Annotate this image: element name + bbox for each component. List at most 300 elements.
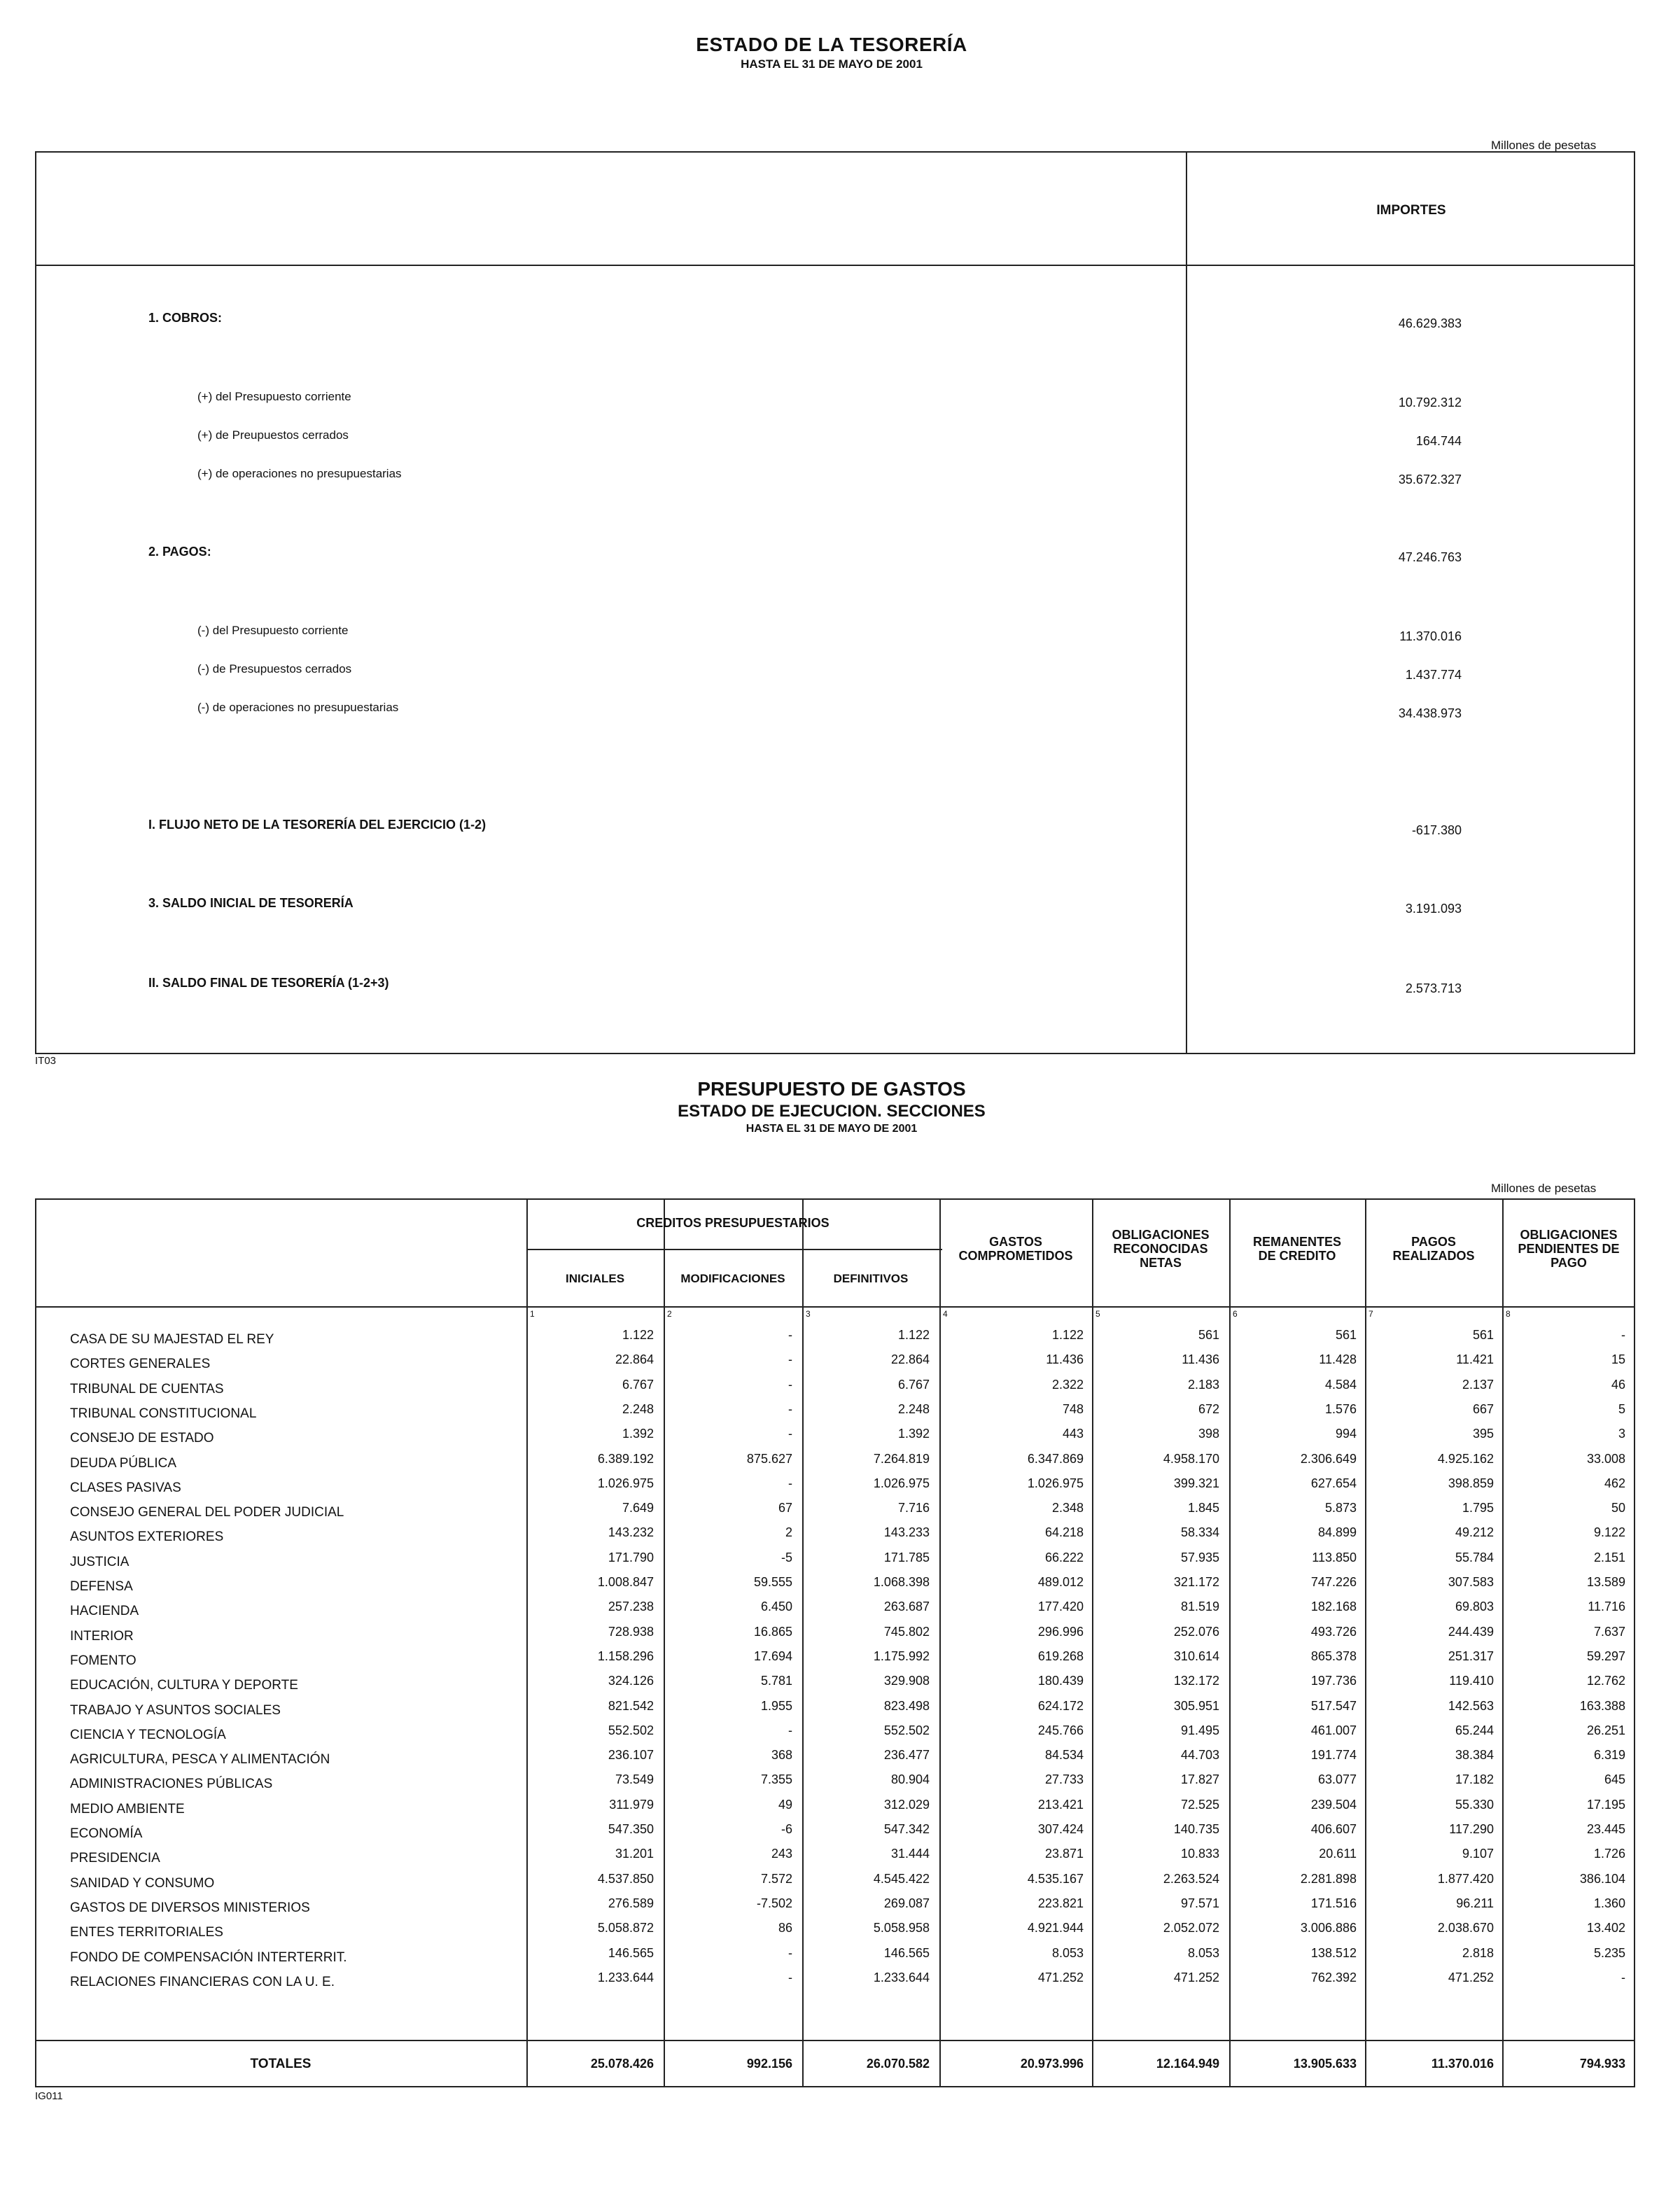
header-rem-l2: DE CREDITO (1258, 1249, 1336, 1263)
budget-subtitle: ESTADO DE EJECUCION. SECCIONES (678, 1102, 986, 1121)
budget-cell: 143.232 (608, 1525, 654, 1540)
treasury-unit: Millones de pesetas (1491, 139, 1597, 152)
budget-cell: 81.519 (1180, 1600, 1219, 1614)
budget-row-label: AGRICULTURA, PESCA Y ALIMENTACIÓN (70, 1752, 330, 1768)
budget-cell: 2.322 (1051, 1377, 1084, 1392)
budget-cell: 2.818 (1462, 1945, 1494, 1960)
budget-cell: 86 (778, 1921, 792, 1935)
budget-cell: 11.428 (1319, 1352, 1357, 1367)
budget-cell: 46 (1611, 1377, 1625, 1392)
budget-cell: 2.263.524 (1163, 1871, 1219, 1886)
budget-cell: 7.716 (897, 1501, 930, 1516)
budget-cell: 1.233.644 (597, 1970, 654, 1984)
treasury-subtitle: HASTA EL 31 DE MAYO DE 2001 (741, 57, 923, 71)
budget-cell: - (788, 1427, 792, 1441)
budget-cell: 171.790 (608, 1550, 654, 1564)
treasury-table (35, 151, 1635, 1054)
budget-cell: - (1621, 1970, 1625, 1984)
treasury-title: ESTADO DE LA TESORERÍA (696, 34, 967, 55)
budget-cell: 16.865 (753, 1624, 792, 1639)
treasury-row-value: 35.672.327 (1398, 472, 1462, 486)
budget-cell: 1.576 (1324, 1401, 1357, 1416)
budget-cell: 875.627 (746, 1451, 792, 1466)
column-number: 1 (530, 1309, 535, 1319)
budget-cell: 6.347.869 (1027, 1451, 1084, 1466)
header-oblig-l1: OBLIGACIONES (1112, 1228, 1210, 1242)
treasury-row-value: 164.744 (1415, 434, 1462, 448)
budget-cell: 471.252 (1173, 1970, 1219, 1984)
budget-cell: 13.589 (1586, 1575, 1625, 1589)
budget-cell: 471.252 (1037, 1970, 1084, 1984)
budget-cell: 67 (778, 1501, 792, 1516)
budget-row-label: ENTES TERRITORIALES (70, 1925, 223, 1940)
header-remanentes (1229, 1235, 1365, 1263)
budget-cell: 11.436 (1182, 1352, 1219, 1367)
budget-row-label: ASUNTOS EXTERIORES (70, 1530, 224, 1545)
budget-cell: 223.821 (1037, 1896, 1084, 1910)
treasury-row-label: (+) de operaciones no presupuestarias (197, 467, 402, 480)
header-pagos (1365, 1235, 1502, 1263)
budget-row-label: CONSEJO DE ESTADO (70, 1431, 214, 1446)
budget-cell: 38.384 (1455, 1748, 1494, 1763)
header-pendientes (1502, 1228, 1635, 1270)
budget-cell: 619.268 (1037, 1648, 1084, 1663)
budget-cell: - (788, 1476, 792, 1490)
budget-row-label: JUSTICIA (70, 1554, 130, 1569)
header-pagos-l2: REALIZADOS (1392, 1249, 1475, 1263)
budget-date: HASTA EL 31 DE MAYO DE 2001 (746, 1123, 918, 1135)
budget-cell: 57.935 (1180, 1550, 1219, 1564)
budget-cell: 552.502 (883, 1723, 930, 1737)
treasury-row-value: 46.629.383 (1398, 316, 1462, 330)
budget-cell: 8.053 (1187, 1945, 1219, 1960)
budget-row-label: CONSEJO GENERAL DEL PODER JUDICIAL (70, 1505, 344, 1520)
budget-cell: 22.864 (890, 1352, 930, 1367)
budget-cell: 13.402 (1586, 1921, 1625, 1935)
budget-cell: 489.012 (1037, 1575, 1084, 1589)
budget-cell: 17.195 (1586, 1797, 1625, 1812)
budget-cell: 821.542 (608, 1698, 654, 1713)
budget-cell: 310.614 (1173, 1648, 1219, 1663)
budget-cell: 645 (1604, 1772, 1625, 1787)
budget-cell: 119.410 (1449, 1674, 1494, 1688)
budget-cell: 406.607 (1310, 1822, 1357, 1836)
header-oblig-l3: NETAS (1140, 1256, 1182, 1270)
budget-cell: 55.330 (1455, 1797, 1494, 1812)
budget-cell: 251.317 (1448, 1648, 1494, 1663)
budget-cell: 4.537.850 (597, 1871, 654, 1886)
budget-cell: -6 (780, 1822, 792, 1836)
budget-cell: 197.736 (1310, 1674, 1357, 1688)
budget-row-label: TRABAJO Y ASUNTOS SOCIALES (70, 1702, 281, 1718)
budget-col-divider (939, 1198, 941, 2087)
budget-cell: 1.877.420 (1437, 1871, 1494, 1886)
budget-cell: 72.525 (1180, 1797, 1219, 1812)
budget-cell: 244.439 (1448, 1624, 1494, 1639)
treasury-row-value: 11.370.016 (1399, 629, 1462, 643)
budget-cell: 23.445 (1586, 1822, 1625, 1836)
treasury-col-divider (1186, 151, 1187, 1054)
budget-cell: 69.803 (1455, 1600, 1494, 1614)
budget-header-divider (35, 1306, 1635, 1308)
budget-cell: 4.958.170 (1163, 1451, 1219, 1466)
budget-cell: 823.498 (883, 1698, 930, 1713)
budget-code: IG011 (35, 2090, 63, 2102)
budget-cell: 1.122 (622, 1328, 654, 1342)
header-rem-l1: REMANENTES (1252, 1235, 1341, 1249)
header-creditos: CREDITOS PRESUPUESTARIOS (636, 1216, 830, 1230)
budget-cell: 84.534 (1044, 1748, 1084, 1763)
budget-cell: 305.951 (1173, 1698, 1219, 1713)
budget-cell: 561 (1198, 1328, 1219, 1342)
budget-cell: 59.297 (1586, 1648, 1625, 1663)
treasury-row-value: 2.573.713 (1405, 981, 1462, 995)
budget-cell: 321.172 (1173, 1575, 1219, 1589)
budget-cell: 80.904 (890, 1772, 930, 1787)
budget-cell: 1.122 (897, 1328, 930, 1342)
budget-cell: 6.767 (897, 1377, 930, 1392)
budget-cell: 11.421 (1456, 1352, 1494, 1367)
budget-cell: 368 (771, 1748, 792, 1763)
budget-row-label: DEUDA PÚBLICA (70, 1455, 177, 1471)
budget-cell: 3 (1618, 1427, 1625, 1441)
totals-cell: 794.933 (1579, 2057, 1625, 2071)
budget-cell: 31.444 (890, 1847, 930, 1861)
budget-cell: 245.766 (1037, 1723, 1084, 1737)
budget-cell: 324.126 (608, 1674, 654, 1688)
treasury-row-value: 47.246.763 (1398, 550, 1462, 564)
treasury-row-label: II. SALDO FINAL DE TESORERÍA (1-2+3) (148, 976, 389, 990)
budget-cell: - (788, 1723, 792, 1737)
budget-cell: 1.158.296 (597, 1648, 654, 1663)
budget-cell: 63.077 (1317, 1772, 1357, 1787)
budget-cell: 7.572 (760, 1871, 792, 1886)
budget-cell: 269.087 (883, 1896, 930, 1910)
budget-cell: 11.436 (1046, 1352, 1084, 1367)
header-pend-l2: PENDIENTES DE (1518, 1242, 1620, 1256)
budget-cell: 2.306.649 (1300, 1451, 1357, 1466)
budget-cell: 2.151 (1593, 1550, 1625, 1564)
header-obligaciones (1092, 1228, 1229, 1270)
budget-cell: 84.899 (1317, 1525, 1357, 1540)
totals-cell: 26.070.582 (866, 2057, 930, 2071)
column-number: 7 (1368, 1309, 1373, 1319)
budget-cell: 66.222 (1044, 1550, 1084, 1564)
budget-cell: 1.392 (622, 1427, 654, 1441)
budget-cell: 142.563 (1448, 1698, 1494, 1713)
budget-cell: 5.873 (1324, 1501, 1357, 1516)
budget-cell: 462 (1604, 1476, 1625, 1490)
budget-cell: 96.211 (1456, 1896, 1494, 1910)
budget-cell: - (788, 1328, 792, 1342)
treasury-row-value: 10.792.312 (1398, 396, 1462, 410)
budget-cell: - (788, 1401, 792, 1416)
budget-cell: 2.137 (1462, 1377, 1494, 1392)
budget-cell: 65.244 (1455, 1723, 1494, 1737)
budget-cell: 1.026.975 (597, 1476, 654, 1490)
budget-cell: 311.979 (609, 1797, 654, 1812)
budget-cell: 243 (771, 1847, 792, 1861)
budget-cell: 471.252 (1448, 1970, 1494, 1984)
budget-cell: 49 (778, 1797, 792, 1812)
budget-cell: 171.516 (1310, 1896, 1357, 1910)
treasury-header-divider (35, 265, 1635, 266)
budget-cell: -5 (780, 1550, 792, 1564)
header-oblig-l2: RECONOCIDAS (1113, 1242, 1208, 1256)
budget-cell: 213.421 (1037, 1797, 1084, 1812)
totals-cell: 992.156 (746, 2057, 792, 2071)
budget-cell: 11.716 (1588, 1600, 1625, 1614)
budget-row-label: CORTES GENERALES (70, 1357, 211, 1372)
budget-cell: 236.477 (883, 1748, 930, 1763)
budget-row-label: CIENCIA Y TECNOLOGÍA (70, 1727, 226, 1742)
budget-cell: 31.201 (615, 1847, 654, 1861)
budget-cell: - (788, 1945, 792, 1960)
budget-row-label: MEDIO AMBIENTE (70, 1801, 185, 1816)
budget-cell: 312.029 (883, 1797, 930, 1812)
budget-cell: 263.687 (883, 1600, 930, 1614)
budget-cell: 6.389.192 (597, 1451, 654, 1466)
budget-cell: 4.921.944 (1027, 1921, 1084, 1935)
totals-cell: 13.905.633 (1293, 2057, 1357, 2071)
budget-cell: 15 (1611, 1352, 1625, 1367)
budget-cell: 113.850 (1312, 1550, 1357, 1564)
budget-cell: 627.654 (1310, 1476, 1357, 1490)
header-pagos-l1: PAGOS (1411, 1235, 1456, 1249)
budget-cell: 329.908 (883, 1674, 930, 1688)
budget-cell: 49.212 (1455, 1525, 1494, 1540)
totals-cell: 11.370.016 (1431, 2057, 1494, 2071)
budget-cell: 443 (1062, 1427, 1084, 1441)
budget-cell: 143.233 (883, 1525, 930, 1540)
budget-cell: 73.549 (615, 1772, 654, 1787)
totals-label: TOTALES (250, 2057, 312, 2071)
budget-cell: 296.996 (1037, 1624, 1084, 1639)
budget-cell: 493.726 (1310, 1624, 1357, 1639)
budget-cell: 4.925.162 (1437, 1451, 1494, 1466)
budget-cell: 59.555 (753, 1575, 792, 1589)
budget-cell: 132.172 (1173, 1674, 1219, 1688)
budget-cell: 117.290 (1449, 1822, 1494, 1836)
budget-cell: 2.183 (1187, 1377, 1219, 1392)
column-number: 4 (943, 1309, 948, 1319)
treasury-row-value: -617.380 (1411, 823, 1462, 837)
treasury-row-label: 3. SALDO INICIAL DE TESORERÍA (148, 896, 354, 910)
totals-cell: 12.164.949 (1156, 2057, 1219, 2071)
budget-cell: 91.495 (1180, 1723, 1219, 1737)
column-number: 5 (1096, 1309, 1100, 1319)
treasury-row-label: I. FLUJO NETO DE LA TESORERÍA DEL EJERCICIO (1-2) (148, 818, 486, 832)
budget-cell: 182.168 (1310, 1600, 1357, 1614)
budget-row-label: ECONOMÍA (70, 1826, 143, 1841)
budget-cell: 2.348 (1051, 1501, 1084, 1516)
budget-cell: 672 (1198, 1401, 1219, 1416)
budget-row-label: CLASES PASIVAS (70, 1480, 181, 1495)
budget-cell: 236.107 (608, 1748, 654, 1763)
budget-cell: 865.378 (1310, 1648, 1357, 1663)
budget-cell: 1.026.975 (1027, 1476, 1084, 1490)
budget-cell: 1.360 (1593, 1896, 1625, 1910)
header-iniciales: INICIALES (565, 1272, 625, 1285)
budget-cell: 395 (1472, 1427, 1494, 1441)
budget-cell: 33.008 (1586, 1451, 1625, 1466)
budget-cell: 745.802 (883, 1624, 930, 1639)
budget-cell: 561 (1335, 1328, 1357, 1342)
budget-cell: 177.420 (1037, 1600, 1084, 1614)
budget-cell: - (788, 1377, 792, 1392)
budget-cell: 1.955 (760, 1698, 792, 1713)
budget-cell: 10.833 (1180, 1847, 1219, 1861)
budget-cell: 748 (1062, 1401, 1084, 1416)
budget-cell: 624.172 (1037, 1698, 1084, 1713)
header-gastos-l2: COMPROMETIDOS (958, 1249, 1073, 1263)
budget-cell: 4.545.422 (873, 1871, 930, 1886)
budget-cell: 50 (1611, 1501, 1625, 1516)
budget-row-label: TRIBUNAL CONSTITUCIONAL (70, 1406, 257, 1421)
budget-cell: 1.008.847 (597, 1575, 654, 1589)
budget-cell: 1.726 (1593, 1847, 1625, 1861)
budget-cell: 180.439 (1037, 1674, 1084, 1688)
budget-cell: 398.859 (1448, 1476, 1494, 1490)
budget-cell: 307.424 (1037, 1822, 1084, 1836)
budget-cell: - (1621, 1328, 1625, 1342)
column-number: 2 (667, 1309, 672, 1319)
budget-cell: 307.583 (1448, 1575, 1494, 1589)
budget-row-label: GASTOS DE DIVERSOS MINISTERIOS (70, 1900, 310, 1915)
budget-cell: 9.107 (1462, 1847, 1494, 1861)
budget-row-label: RELACIONES FINANCIERAS CON LA U. E. (70, 1974, 335, 1989)
header-definitivos: DEFINITIVOS (833, 1272, 909, 1285)
budget-cell: 7.637 (1593, 1624, 1625, 1639)
budget-cell: 2.248 (897, 1401, 930, 1416)
budget-row-label: FONDO DE COMPENSACIÓN INTERTERRIT. (70, 1949, 347, 1965)
budget-cell: 20.611 (1319, 1847, 1357, 1861)
budget-cell: 17.182 (1455, 1772, 1494, 1787)
budget-cell: 23.871 (1044, 1847, 1084, 1861)
budget-cell: 257.238 (608, 1600, 654, 1614)
budget-cell: 2.281.898 (1300, 1871, 1357, 1886)
budget-cell: 191.774 (1310, 1748, 1357, 1763)
header-pend-l1: OBLIGACIONES (1520, 1228, 1618, 1242)
budget-totals-divider (35, 2040, 1635, 2041)
budget-cell: - (788, 1970, 792, 1984)
column-number: 8 (1506, 1309, 1511, 1319)
budget-cell: 6.319 (1593, 1748, 1625, 1763)
budget-cell: 4.584 (1324, 1377, 1357, 1392)
budget-cell: 1.795 (1462, 1501, 1494, 1516)
budget-cell: 64.218 (1044, 1525, 1084, 1540)
budget-cell: 1.026.975 (873, 1476, 930, 1490)
column-number: 3 (806, 1309, 811, 1319)
budget-cell: 6.767 (622, 1377, 654, 1392)
budget-cell: 146.565 (608, 1945, 654, 1960)
budget-cell: 547.342 (883, 1822, 930, 1836)
budget-cell: 5.058.958 (873, 1921, 930, 1935)
budget-cell: 26.251 (1586, 1723, 1625, 1737)
column-number: 6 (1233, 1309, 1238, 1319)
budget-cell: - (788, 1352, 792, 1367)
budget-cell: 561 (1472, 1328, 1494, 1342)
budget-cell: 994 (1335, 1427, 1357, 1441)
budget-cell: 399.321 (1173, 1476, 1219, 1490)
budget-cell: 27.733 (1044, 1772, 1084, 1787)
budget-row-label: PRESIDENCIA (70, 1851, 160, 1866)
budget-row-label: SANIDAD Y CONSUMO (70, 1875, 215, 1891)
budget-cell: 762.392 (1310, 1970, 1357, 1984)
header-gastos (939, 1235, 1092, 1263)
budget-cell: 1.845 (1187, 1501, 1219, 1516)
budget-cell: 667 (1472, 1401, 1494, 1416)
budget-cell: 1.233.644 (873, 1970, 930, 1984)
budget-cell: 547.350 (608, 1822, 654, 1836)
treasury-code: IT03 (35, 1055, 57, 1067)
budget-cell: 7.264.819 (873, 1451, 930, 1466)
budget-row-label: HACIENDA (70, 1604, 139, 1619)
budget-cell: 276.589 (608, 1896, 654, 1910)
budget-row-label: TRIBUNAL DE CUENTAS (70, 1381, 224, 1396)
budget-cell: 5.058.872 (597, 1921, 654, 1935)
treasury-row-value: 3.191.093 (1405, 902, 1462, 916)
budget-cell: 4.535.167 (1027, 1871, 1084, 1886)
budget-cell: 9.122 (1593, 1525, 1625, 1540)
budget-cell: -7.502 (756, 1896, 792, 1910)
budget-cell: 5.235 (1593, 1945, 1625, 1960)
treasury-row-label: 1. COBROS: (148, 311, 223, 325)
budget-cell: 6.450 (760, 1600, 792, 1614)
budget-cell: 17.694 (753, 1648, 792, 1663)
treasury-row-label: (+) del Presupuesto corriente (197, 390, 351, 403)
budget-cell: 5.781 (760, 1674, 792, 1688)
budget-cell: 17.827 (1180, 1772, 1219, 1787)
treasury-row-label: (-) de operaciones no presupuestarias (197, 701, 399, 714)
budget-unit: Millones de pesetas (1491, 1182, 1597, 1195)
budget-cell: 728.938 (608, 1624, 654, 1639)
budget-cell: 97.571 (1180, 1896, 1219, 1910)
budget-cell: 2.248 (622, 1401, 654, 1416)
budget-cell: 58.334 (1180, 1525, 1219, 1540)
budget-cell: 7.649 (622, 1501, 654, 1516)
budget-cell: 3.006.886 (1300, 1921, 1357, 1935)
budget-cell: 2.052.072 (1163, 1921, 1219, 1935)
budget-row-label: DEFENSA (70, 1579, 133, 1594)
totals-cell: 20.973.996 (1020, 2057, 1084, 2071)
treasury-row-label: (-) de Presupuestos cerrados (197, 662, 352, 676)
budget-cell: 138.512 (1310, 1945, 1357, 1960)
budget-cell: 55.784 (1455, 1550, 1494, 1564)
treasury-row-label: 2. PAGOS: (148, 545, 211, 559)
header-pend-l3: PAGO (1550, 1256, 1587, 1270)
budget-cell: 552.502 (608, 1723, 654, 1737)
budget-row-label: EDUCACIÓN, CULTURA Y DEPORTE (70, 1678, 298, 1693)
budget-cell: 2 (785, 1525, 792, 1540)
treasury-header-importes: IMPORTES (1376, 203, 1446, 218)
budget-row-label: INTERIOR (70, 1628, 134, 1644)
budget-cell: 386.104 (1579, 1871, 1625, 1886)
budget-cell: 517.547 (1310, 1698, 1357, 1713)
budget-cell: 239.504 (1310, 1797, 1357, 1812)
header-modificaciones: MODIFICACIONES (680, 1272, 785, 1285)
budget-cell: 461.007 (1310, 1723, 1357, 1737)
budget-cell: 8.053 (1051, 1945, 1084, 1960)
budget-cell: 146.565 (883, 1945, 930, 1960)
budget-row-label: FOMENTO (70, 1653, 136, 1668)
budget-cell: 398 (1198, 1427, 1219, 1441)
budget-cell: 44.703 (1180, 1748, 1219, 1763)
budget-group-divider (526, 1249, 942, 1250)
treasury-row-label: (+) de Preupuestos cerrados (197, 428, 349, 442)
budget-cell: 7.355 (760, 1772, 792, 1787)
budget-cell: 747.226 (1310, 1575, 1357, 1589)
